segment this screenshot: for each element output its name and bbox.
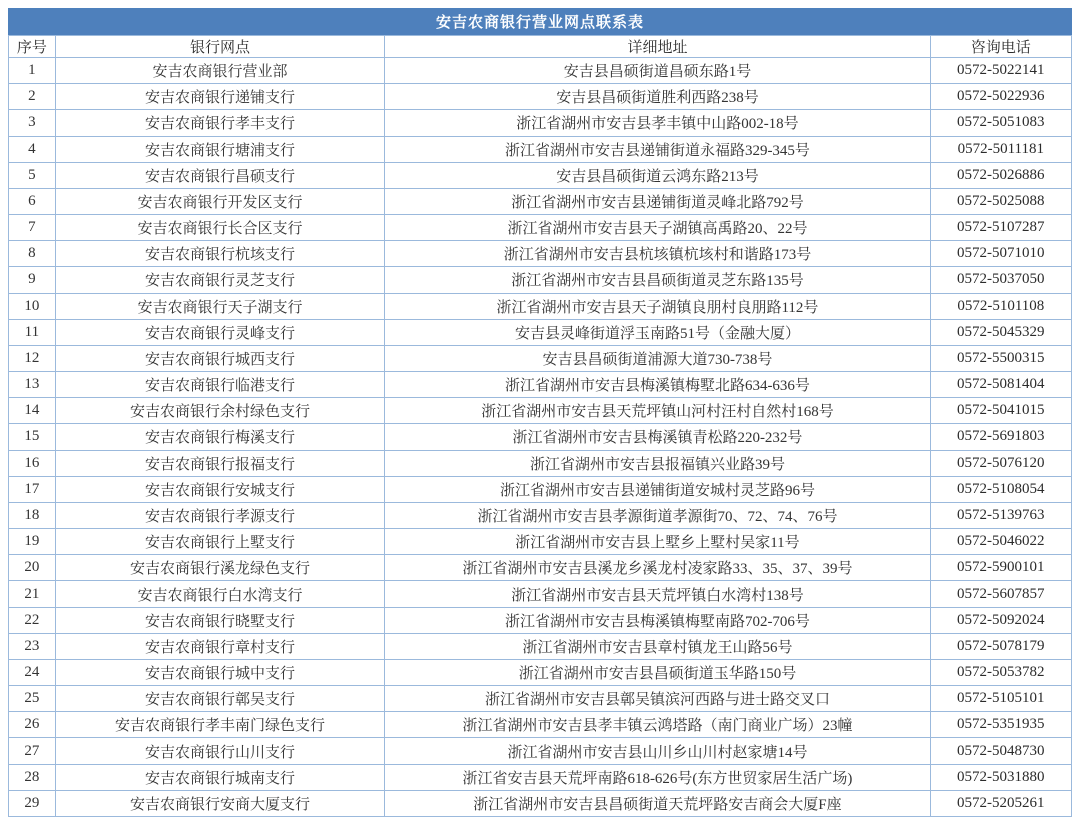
cell-branch: 安吉农商银行孝丰南门绿色支行: [55, 712, 385, 738]
cell-branch: 安吉农商银行城南支行: [55, 764, 385, 790]
cell-phone: 0572-5500315: [930, 345, 1071, 371]
cell-index: 18: [9, 502, 56, 528]
cell-phone: 0572-5076120: [930, 450, 1071, 476]
cell-phone: 0572-5011181: [930, 136, 1071, 162]
cell-index: 4: [9, 136, 56, 162]
cell-address: 浙江省湖州市安吉县报福镇兴业路39号: [385, 450, 930, 476]
cell-address: 安吉县灵峰街道浮玉南路51号（金融大厦）: [385, 319, 930, 345]
bank-contact-table: [8, 8, 1072, 817]
cell-phone: 0572-5022141: [930, 58, 1071, 84]
cell-branch: 安吉农商银行晓墅支行: [55, 607, 385, 633]
cell-branch: 安吉农商银行孝源支行: [55, 502, 385, 528]
cell-phone: 0572-5048730: [930, 738, 1071, 764]
cell-index: 12: [9, 345, 56, 371]
cell-branch: 安吉农商银行溪龙绿色支行: [55, 555, 385, 581]
cell-address: 浙江省湖州市安吉县山川乡山川村赵家塘14号: [385, 738, 930, 764]
cell-address: 浙江省湖州市安吉县鄣吴镇滨河西路与进士路交叉口: [385, 686, 930, 712]
cell-phone: 0572-5026886: [930, 162, 1071, 188]
cell-phone: 0572-5051083: [930, 110, 1071, 136]
table-row: [9, 293, 1072, 319]
cell-branch: 安吉农商银行章村支行: [55, 633, 385, 659]
cell-address: 浙江省湖州市安吉县梅溪镇梅墅南路702-706号: [385, 607, 930, 633]
cell-index: 17: [9, 476, 56, 502]
table-row: [9, 58, 1072, 84]
cell-index: 24: [9, 659, 56, 685]
cell-branch: 安吉农商银行安商大厦支行: [55, 790, 385, 816]
cell-phone: 0572-5205261: [930, 790, 1071, 816]
cell-branch: 安吉农商银行天子湖支行: [55, 293, 385, 319]
cell-phone: 0572-5139763: [930, 502, 1071, 528]
table-row: [9, 136, 1072, 162]
cell-index: 3: [9, 110, 56, 136]
cell-phone: 0572-5108054: [930, 476, 1071, 502]
column-header-phone: 咨询电话: [930, 36, 1071, 58]
table-row: [9, 110, 1072, 136]
cell-branch: 安吉农商银行孝丰支行: [55, 110, 385, 136]
cell-phone: 0572-5046022: [930, 529, 1071, 555]
cell-branch: 安吉农商银行灵芝支行: [55, 267, 385, 293]
cell-address: 安吉县昌硕街道云鸿东路213号: [385, 162, 930, 188]
cell-phone: 0572-5607857: [930, 581, 1071, 607]
cell-phone: 0572-5031880: [930, 764, 1071, 790]
cell-index: 20: [9, 555, 56, 581]
cell-address: 浙江省湖州市安吉县孝丰镇中山路002-18号: [385, 110, 930, 136]
table-row: [9, 581, 1072, 607]
cell-branch: 安吉农商银行灵峰支行: [55, 319, 385, 345]
cell-phone: 0572-5053782: [930, 659, 1071, 685]
cell-phone: 0572-5078179: [930, 633, 1071, 659]
table-row: [9, 215, 1072, 241]
cell-index: 6: [9, 188, 56, 214]
cell-index: 1: [9, 58, 56, 84]
cell-phone: 0572-5092024: [930, 607, 1071, 633]
cell-address: 浙江省湖州市安吉县章村镇龙王山路56号: [385, 633, 930, 659]
table-row: [9, 738, 1072, 764]
cell-index: 8: [9, 241, 56, 267]
cell-index: 9: [9, 267, 56, 293]
cell-index: 15: [9, 424, 56, 450]
cell-index: 10: [9, 293, 56, 319]
table-row: [9, 529, 1072, 555]
cell-branch: 安吉农商银行余村绿色支行: [55, 398, 385, 424]
contact-table: [8, 35, 1072, 817]
cell-address: 浙江省湖州市安吉县梅溪镇青松路220-232号: [385, 424, 930, 450]
column-header-address: 详细地址: [385, 36, 930, 58]
table-row: [9, 319, 1072, 345]
cell-phone: 0572-5045329: [930, 319, 1071, 345]
cell-branch: 安吉农商银行塘浦支行: [55, 136, 385, 162]
cell-index: 23: [9, 633, 56, 659]
cell-phone: 0572-5041015: [930, 398, 1071, 424]
table-row: [9, 84, 1072, 110]
cell-phone: 0572-5107287: [930, 215, 1071, 241]
cell-phone: 0572-5037050: [930, 267, 1071, 293]
cell-branch: 安吉农商银行昌硕支行: [55, 162, 385, 188]
cell-index: 28: [9, 764, 56, 790]
cell-phone: 0572-5691803: [930, 424, 1071, 450]
cell-index: 22: [9, 607, 56, 633]
cell-address: 浙江省湖州市安吉县孝丰镇云鸿塔路（南门商业广场）23幢: [385, 712, 930, 738]
table-row: [9, 790, 1072, 816]
cell-branch: 安吉农商银行安城支行: [55, 476, 385, 502]
cell-branch: 安吉农商银行长合区支行: [55, 215, 385, 241]
cell-branch: 安吉农商银行报福支行: [55, 450, 385, 476]
cell-branch: 安吉农商银行鄣吴支行: [55, 686, 385, 712]
cell-index: 26: [9, 712, 56, 738]
table-row: [9, 267, 1072, 293]
cell-index: 11: [9, 319, 56, 345]
cell-branch: 安吉农商银行城西支行: [55, 345, 385, 371]
cell-index: 21: [9, 581, 56, 607]
header-row: [9, 36, 1072, 58]
cell-branch: 安吉农商银行临港支行: [55, 372, 385, 398]
cell-index: 5: [9, 162, 56, 188]
table-row: [9, 502, 1072, 528]
cell-index: 27: [9, 738, 56, 764]
cell-address: 浙江省安吉县天荒坪南路618-626号(东方世贸家居生活广场): [385, 764, 930, 790]
cell-address: 浙江省湖州市安吉县昌硕街道玉华路150号: [385, 659, 930, 685]
table-row: [9, 424, 1072, 450]
cell-index: 19: [9, 529, 56, 555]
cell-address: 浙江省湖州市安吉县递铺街道永福路329-345号: [385, 136, 930, 162]
cell-phone: 0572-5351935: [930, 712, 1071, 738]
cell-index: 16: [9, 450, 56, 476]
cell-branch: 安吉农商银行白水湾支行: [55, 581, 385, 607]
cell-index: 14: [9, 398, 56, 424]
cell-phone: 0572-5101108: [930, 293, 1071, 319]
cell-branch: 安吉农商银行城中支行: [55, 659, 385, 685]
table-row: [9, 241, 1072, 267]
cell-address: 浙江省湖州市安吉县递铺街道安城村灵芝路96号: [385, 476, 930, 502]
cell-phone: 0572-5105101: [930, 686, 1071, 712]
cell-address: 浙江省湖州市安吉县天子湖镇高禹路20、22号: [385, 215, 930, 241]
table-body: [9, 58, 1072, 817]
table-row: [9, 188, 1072, 214]
table-row: [9, 398, 1072, 424]
cell-phone: 0572-5900101: [930, 555, 1071, 581]
cell-phone: 0572-5022936: [930, 84, 1071, 110]
cell-index: 7: [9, 215, 56, 241]
cell-address: 浙江省湖州市安吉县上墅乡上墅村吴家11号: [385, 529, 930, 555]
cell-branch: 安吉农商银行山川支行: [55, 738, 385, 764]
table-row: [9, 345, 1072, 371]
table-row: [9, 607, 1072, 633]
cell-index: 29: [9, 790, 56, 816]
cell-address: 浙江省湖州市安吉县杭垓镇杭垓村和谐路173号: [385, 241, 930, 267]
cell-index: 13: [9, 372, 56, 398]
table-row: [9, 555, 1072, 581]
cell-phone: 0572-5025088: [930, 188, 1071, 214]
column-header-branch: 银行网点: [55, 36, 385, 58]
cell-address: 安吉县昌硕街道浦源大道730-738号: [385, 345, 930, 371]
cell-branch: 安吉农商银行梅溪支行: [55, 424, 385, 450]
table-row: [9, 712, 1072, 738]
cell-address: 浙江省湖州市安吉县昌硕街道天荒坪路安吉商会大厦F座: [385, 790, 930, 816]
cell-index: 2: [9, 84, 56, 110]
table-row: [9, 162, 1072, 188]
cell-address: 浙江省湖州市安吉县梅溪镇梅墅北路634-636号: [385, 372, 930, 398]
cell-branch: 安吉农商银行开发区支行: [55, 188, 385, 214]
table-row: [9, 659, 1072, 685]
table-row: [9, 476, 1072, 502]
cell-phone: 0572-5071010: [930, 241, 1071, 267]
column-header-index: 序号: [9, 36, 56, 58]
cell-phone: 0572-5081404: [930, 372, 1071, 398]
cell-address: 浙江省湖州市安吉县天子湖镇良朋村良朋路112号: [385, 293, 930, 319]
cell-address: 浙江省湖州市安吉县溪龙乡溪龙村凌家路33、35、37、39号: [385, 555, 930, 581]
page-title: 安吉农商银行营业网点联系表: [8, 8, 1072, 35]
table-row: [9, 372, 1072, 398]
cell-index: 25: [9, 686, 56, 712]
table-row: [9, 764, 1072, 790]
cell-address: 浙江省湖州市安吉县递铺街道灵峰北路792号: [385, 188, 930, 214]
cell-address: 浙江省湖州市安吉县天荒坪镇白水湾村138号: [385, 581, 930, 607]
cell-address: 浙江省湖州市安吉县孝源街道孝源街70、72、74、76号: [385, 502, 930, 528]
cell-branch: 安吉农商银行递铺支行: [55, 84, 385, 110]
cell-branch: 安吉农商银行营业部: [55, 58, 385, 84]
cell-branch: 安吉农商银行上墅支行: [55, 529, 385, 555]
cell-address: 浙江省湖州市安吉县天荒坪镇山河村汪村自然村168号: [385, 398, 930, 424]
table-row: [9, 686, 1072, 712]
table-row: [9, 633, 1072, 659]
cell-address: 安吉县昌硕街道昌硕东路1号: [385, 58, 930, 84]
table-row: [9, 450, 1072, 476]
cell-address: 安吉县昌硕街道胜利西路238号: [385, 84, 930, 110]
cell-branch: 安吉农商银行杭垓支行: [55, 241, 385, 267]
cell-address: 浙江省湖州市安吉县昌硕街道灵芝东路135号: [385, 267, 930, 293]
